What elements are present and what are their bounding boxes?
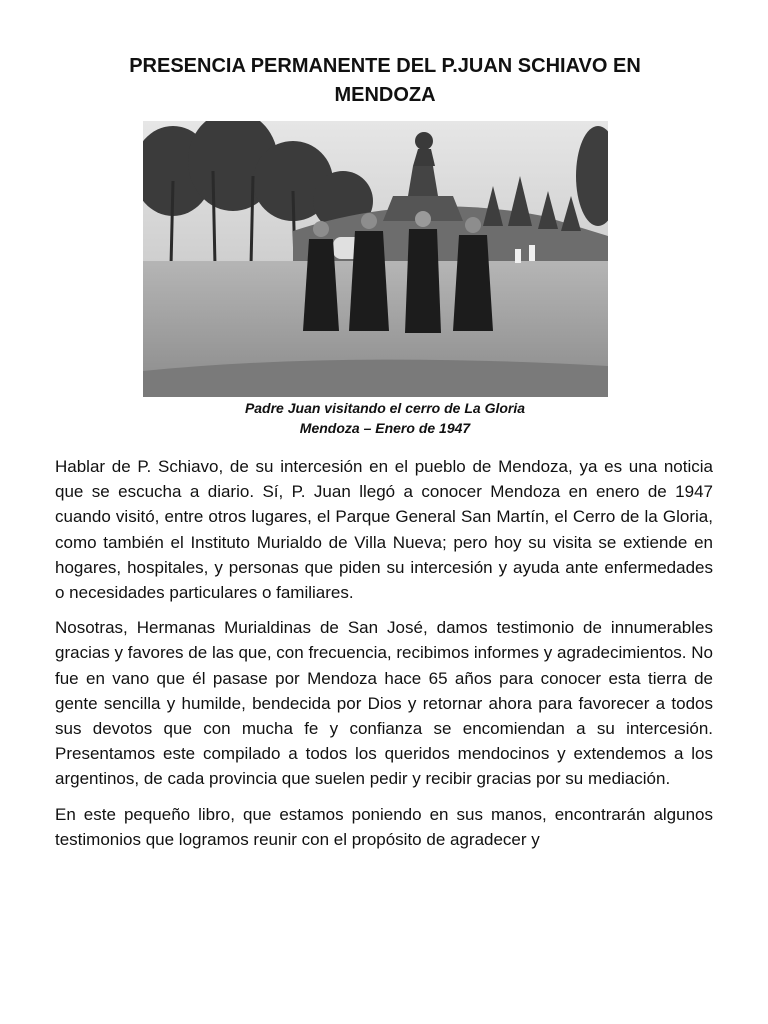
caption-line-1: Padre Juan visitando el cerro de La Gloria (244, 400, 526, 416)
paragraph: Hablar de P. Schiavo, de su intercesión en el pueblo de Mendoza, ya es una noticia que se escucha a diario. Sí, P. Juan llegó a conocer Mendoza en enero de 1947 cuando visitó, entre otros lugares, el Parque General San Martín, el Cerro de la Gloria, como también el Instituto Murialdo de Villa Nueva; pero hoy su visita se extiende en hogares, hospitales, y personas que piden su intercesión y ayuda ante enfermedades o necesidades particulares o familiares. (55, 457, 713, 603)
document-title: PRESENCIA PERMANENTE DEL P.JUAN SCHIAVO EN MENDOZA (129, 55, 641, 106)
photo-priests-cerro-de-la-gloria (143, 121, 608, 397)
paragraph: Nosotras, Hermanas Murialdinas de San José, damos testimonio de innumerables gracias y favores de las que, con frecuencia, recibimos informes y agradecimientos. No fue en vano que él pasase por Mendoza hace 65 años para conocer esta tierra de gente sencilla y humilde, bendecida por Dios y retornar ahora para favorecer a todos sus devotos que con mucha fe y confianza se encomiendan a su intercesión. Presentamos este compilado a todos los queridos mendocinos y extendemos a los argentinos, de cada provincia que suelen pedir y recibir gracias por su mediación. (55, 618, 713, 789)
paragraph: En este pequeño libro, que estamos poniendo en sus manos, encontrarán algunos testimonios que logramos reunir con el propósito de agradecer y (55, 804, 713, 849)
photo-caption (120, 398, 650, 438)
body-text (55, 454, 713, 862)
caption-line-2: Mendoza – Enero de 1947 (299, 420, 471, 436)
historical-photo (143, 121, 608, 397)
